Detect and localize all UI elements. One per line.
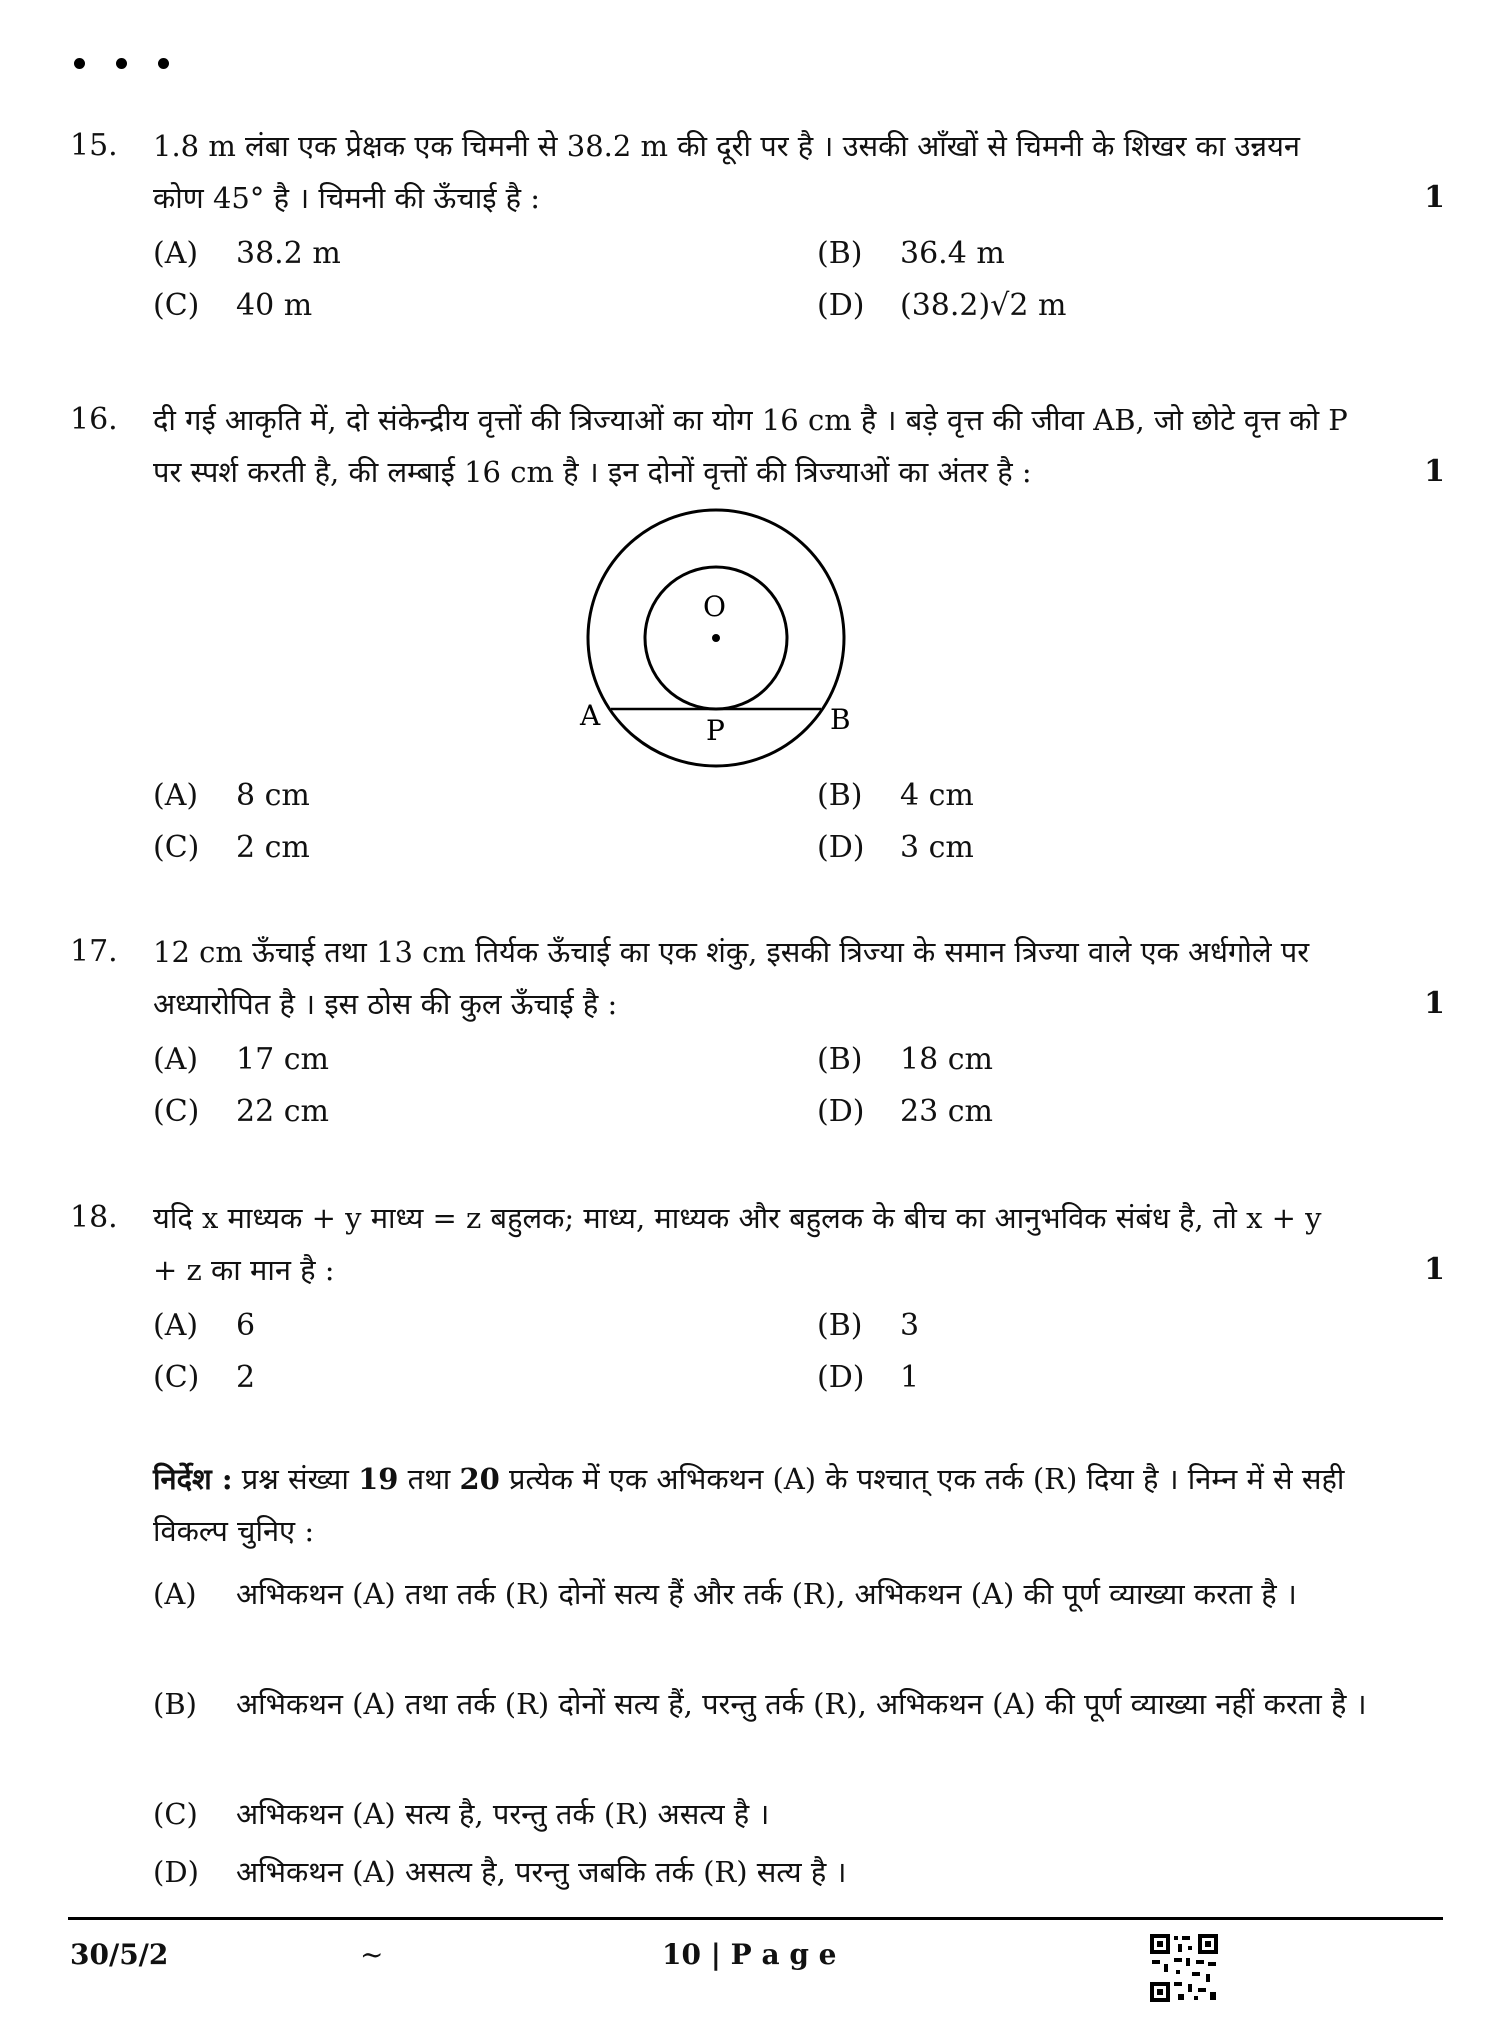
question-text: 1.8 m लंबा एक प्रेक्षक एक चिमनी से 38.2 m की दूरी पर है । उसकी आँखों से चिमनी के शिखर का उन्नयन कोण 45° है । चिमनी की ऊँचाई है : xyxy=(153,129,1300,215)
option-b: (B) 36.4 m xyxy=(817,236,1005,271)
option-b: (B) 3 xyxy=(817,1308,920,1343)
dot xyxy=(158,58,169,69)
question-text: 12 cm ऊँचाई तथा 13 cm तिर्यक ऊँचाई का एक शंकु, इसकी त्रिज्या के समान त्रिज्या वाले एक अर्धगोले पर अध्यारोपित है । इस ठोस की कुल ऊँचाई है : xyxy=(153,935,1310,1021)
qr-code-icon xyxy=(1148,1932,1220,2008)
option-a: (A) 6 xyxy=(153,1308,256,1343)
ar-option-label: (D) xyxy=(153,1855,199,1889)
footer-tilde: ~ xyxy=(360,1938,384,1971)
ar-option-label: (A) xyxy=(153,1577,197,1611)
directions-text: प्रश्न संख्या xyxy=(232,1462,359,1496)
page-number: 10 | P a g e xyxy=(662,1938,837,1971)
option-c: (C) 2 xyxy=(153,1360,256,1395)
option-b: (B) 18 cm xyxy=(817,1042,993,1077)
option-a: (A) 38.2 m xyxy=(153,236,341,271)
directions-text: तथा xyxy=(398,1462,460,1496)
option-c: (C) 40 m xyxy=(153,288,313,323)
ar-option-c xyxy=(153,1788,1368,1840)
ar-option-text: अभिकथन (A) तथा तर्क (R) दोनों सत्य हैं और तर्क (R), अभिकथन (A) की पूर्ण व्याख्या करता है । xyxy=(236,1577,1297,1611)
ar-option-text: अभिकथन (A) तथा तर्क (R) दोनों सत्य हैं, परन्तु तर्क (R), अभिकथन (A) की पूर्ण व्याख्या नहीं करता है । xyxy=(236,1687,1367,1721)
question-marks: 1 xyxy=(1424,180,1445,215)
option-d: (D) 3 cm xyxy=(817,830,974,865)
option-b: (B) 4 cm xyxy=(817,778,974,813)
question-18 xyxy=(70,1192,1445,1404)
concentric-circles-figure xyxy=(568,500,868,784)
directions-num: 19 xyxy=(358,1462,399,1496)
question-number: 16. xyxy=(70,402,118,437)
header-dots xyxy=(74,58,169,69)
options xyxy=(153,1300,1445,1404)
question-16-options xyxy=(70,770,1445,874)
question-marks: 1 xyxy=(1424,1252,1445,1287)
ar-option-label: (B) xyxy=(153,1687,197,1721)
options xyxy=(153,1034,1445,1138)
question-marks: 1 xyxy=(1424,986,1445,1021)
center-point xyxy=(712,634,720,642)
question-15 xyxy=(70,120,1445,332)
ar-option-b xyxy=(153,1678,1368,1730)
ar-option-text: अभिकथन (A) असत्य है, परन्तु जबकि तर्क (R) सत्य है । xyxy=(236,1855,847,1889)
ar-option-a xyxy=(153,1568,1368,1620)
option-d: (D) 1 xyxy=(817,1360,920,1395)
option-c: (C) 2 cm xyxy=(153,830,310,865)
question-number: 18. xyxy=(70,1200,118,1235)
directions-heading: निर्देश : xyxy=(153,1462,233,1496)
label-b: B xyxy=(830,703,851,736)
option-c: (C) 22 cm xyxy=(153,1094,329,1129)
ar-option-d xyxy=(153,1846,1368,1898)
options xyxy=(153,228,1445,332)
ar-option-label: (C) xyxy=(153,1797,198,1831)
label-a: A xyxy=(580,699,601,732)
paper-code: 30/5/2 xyxy=(70,1938,169,1971)
question-marks: 1 xyxy=(1424,454,1445,489)
option-a: (A) 8 cm xyxy=(153,778,310,813)
option-a: (A) 17 cm xyxy=(153,1042,329,1077)
option-d: (D) (38.2)√2 m xyxy=(817,288,1067,323)
directions-num: 20 xyxy=(459,1462,500,1496)
footer-rule xyxy=(68,1917,1443,1920)
question-text: दी गई आकृति में, दो संकेन्द्रीय वृत्तों की त्रिज्याओं का योग 16 cm है । बड़े वृत्त की जीवा AB, जो छोटे वृत्त को P पर स्पर्श करती है, की लम्बाई 16 cm है । इन दोनों वृत्तों की त्रिज्याओं का अंतर है : xyxy=(153,403,1348,489)
question-16 xyxy=(70,394,1445,498)
dot xyxy=(74,58,85,69)
question-text: यदि x माध्यक + y माध्य = z बहुलक; माध्य, माध्यक और बहुलक के बीच का आनुभविक संबंध है, तो x + y + z का मान है : xyxy=(153,1201,1322,1287)
options xyxy=(153,770,1445,874)
question-17 xyxy=(70,926,1445,1138)
dot xyxy=(116,58,127,69)
label-p: P xyxy=(706,714,725,747)
directions-text: प्रत्येक में एक अभिकथन (A) के पश्चात् एक तर्क (R) दिया है । निम्न में से सही विकल्प चुनिए : xyxy=(153,1462,1345,1548)
question-number: 15. xyxy=(70,128,118,163)
option-d: (D) 23 cm xyxy=(817,1094,993,1129)
question-number: 17. xyxy=(70,934,118,969)
ar-option-text: अभिकथन (A) सत्य है, परन्तु तर्क (R) असत्य है । xyxy=(236,1797,770,1831)
label-center: O xyxy=(703,590,726,623)
directions xyxy=(153,1453,1368,1557)
